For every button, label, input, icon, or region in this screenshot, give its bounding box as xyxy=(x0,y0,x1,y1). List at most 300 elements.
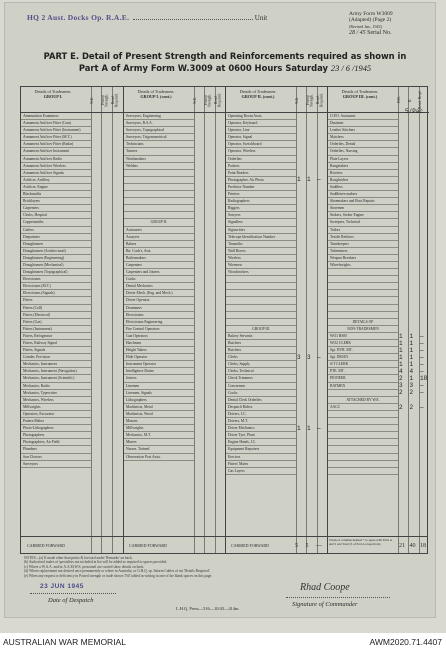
table-row: Draughtsmen xyxy=(21,241,91,248)
table-row: Operating Room Assts. xyxy=(226,113,296,120)
table-row: AACC xyxy=(328,404,398,411)
table-row: Fitters xyxy=(21,297,91,304)
note-line: (e) When any request or deficiency in Posted strength or trade shown 'Nil' tabled in writing in one of the blank spaces on this page. xyxy=(24,573,213,578)
table-row: GROUP II. xyxy=(124,219,194,226)
note-line: (c) Where a W.A.A. and/or A.A.M.W.S. personnel are carried show details on back. xyxy=(24,564,145,569)
table-row: Mechanics, Typewriter xyxy=(21,390,91,397)
unit-suffix: Unit xyxy=(254,14,268,22)
table-row xyxy=(328,446,398,453)
handwritten-value: — xyxy=(420,361,424,368)
table-row: Despatch Riders xyxy=(226,404,296,411)
table-row xyxy=(328,411,398,418)
table-row: Orderlies, Dental xyxy=(328,141,398,148)
table-row: Saddlers xyxy=(328,184,398,191)
handwritten-value: 3 xyxy=(297,353,301,361)
table-row: Photographers, Air Field xyxy=(21,439,91,446)
note-line: (d) Where replacement not desired once permanently or where in Australia, or G.H.Q. sp. Inform Cables of rnt 'Details Required'. xyxy=(24,569,211,574)
table-row xyxy=(226,312,296,319)
signature-line xyxy=(286,597,390,598)
table-row: Orderlies xyxy=(226,156,296,163)
table-row: NON-TRADESMEN xyxy=(328,326,398,333)
handwritten-note: 5/Pac xyxy=(405,108,424,115)
carried-forward-row xyxy=(21,536,427,556)
table-row: Artificer, Engine xyxy=(21,184,91,191)
page-title xyxy=(25,50,425,75)
table-row: WO1 RSM xyxy=(328,333,398,340)
table-row xyxy=(124,191,194,198)
handwritten-value: — xyxy=(420,353,424,361)
column-header xyxy=(226,87,327,113)
table-row xyxy=(226,290,296,297)
table-row: Equipment Repairers xyxy=(226,446,296,453)
table-row: GROUP III. xyxy=(226,326,296,333)
table-row xyxy=(328,283,398,290)
table-row: Intelligence Duties xyxy=(124,368,194,375)
table-row: Artificer, Artillery xyxy=(21,177,91,184)
table-row: Saddletree makers xyxy=(328,191,398,198)
handwritten-value: 1 xyxy=(409,332,414,340)
table-row: Engine Hands, I.C. xyxy=(226,439,296,446)
table-row xyxy=(226,276,296,283)
table-row: Armament Artificer Fitter (Instrument) xyxy=(21,127,91,134)
table-row: Grinder, Precision xyxy=(21,354,91,361)
table-row: Plate Layers xyxy=(328,156,398,163)
table-row: Bakers xyxy=(124,241,194,248)
handwritten-value: 1 xyxy=(409,339,414,347)
table-row: Fire Control Operators xyxy=(124,326,194,333)
carried-forward-total: 40 xyxy=(409,543,416,549)
note-line: (b) Authorised trades of specialists not included in list will be added as required to spaces provided. xyxy=(24,560,168,565)
table-row: Plumbers xyxy=(21,446,91,453)
table-column-1 xyxy=(21,87,123,553)
table-row: Erectors xyxy=(226,454,296,461)
handwritten-value: 3 xyxy=(409,382,414,390)
handwritten-value: 1 xyxy=(409,346,414,354)
table-row: Riveters xyxy=(328,170,398,177)
table-row: Cooks xyxy=(226,390,296,397)
table-row: Lithographers xyxy=(124,397,194,404)
handwritten-value: 1 xyxy=(307,424,311,432)
table-row: Bn. Cook's, Asst. xyxy=(124,248,194,255)
table-row: Operator, Keyboard xyxy=(226,120,296,127)
carried-forward-total: 21 xyxy=(399,543,405,549)
column-header-title: Details of Tradesmen. xyxy=(34,89,72,94)
table-row: Packers xyxy=(226,163,296,170)
strength-table xyxy=(20,86,428,554)
table-row: Dental Clerk Orderlies xyxy=(226,397,296,404)
table-row: Fitters, Railway Signal xyxy=(21,340,91,347)
table-row: Draughtsmen (Architectural) xyxy=(21,248,91,255)
table-row: Stokers, Stoker Engine xyxy=(328,212,398,219)
table-row: Electricians xyxy=(21,276,91,283)
handwritten-value: — xyxy=(420,332,424,340)
table-row xyxy=(124,205,194,212)
table-row: Draughtsmen (Engineering) xyxy=(21,255,91,262)
column-group-title: GROUP II. (cont.) xyxy=(241,93,275,99)
handwritten-value: 2 xyxy=(399,389,403,397)
handwritten-value: 4 xyxy=(409,368,414,376)
archive-name: AUSTRALIAN WAR MEMORIAL xyxy=(3,637,126,647)
table-column-2 xyxy=(123,87,225,553)
table-row: Paint Readers xyxy=(226,170,296,177)
column-subheader: Posted Strength. xyxy=(100,93,109,107)
table-row: Matchers xyxy=(328,134,398,141)
table-row: Riggers xyxy=(226,205,296,212)
handwritten-value: 3 xyxy=(307,353,311,361)
table-row xyxy=(328,312,398,319)
table-row: Sgt. DVR. MT. xyxy=(328,347,398,354)
column-rows xyxy=(328,113,429,475)
handwritten-value: — xyxy=(317,424,321,432)
handwritten-value: 1 xyxy=(399,332,403,340)
table-row: Shoemakers and Boot Repairs xyxy=(328,198,398,205)
table-row: Armament Artificer Radio xyxy=(21,156,91,163)
column-subheader: P.M. xyxy=(397,96,401,104)
table-row: Driver Tyre, Plant xyxy=(226,432,296,439)
table-row: Hide Operator xyxy=(124,354,194,361)
table-row: Machinists, Metal xyxy=(124,404,194,411)
table-row: Fitters' Mates xyxy=(226,461,296,468)
column-subheader: B. xyxy=(407,98,412,102)
table-row: Photographers xyxy=(21,432,91,439)
table-row: Electricians (Signals) xyxy=(21,290,91,297)
form-ref-line-1: Army Form W3009 xyxy=(349,11,393,17)
title-line-2-text: Part A of Army Form W.3009 at 0600 Hours Saturday xyxy=(78,63,328,73)
handwritten-value: 18 xyxy=(420,375,428,383)
table-row: Drivers, I.C. xyxy=(226,411,296,418)
column-header-label xyxy=(330,90,390,100)
form-reference xyxy=(349,11,393,37)
column-header xyxy=(124,87,225,113)
table-row: Clerks, Hospital xyxy=(21,212,91,219)
handwritten-value: 2 xyxy=(409,403,414,411)
table-row: Butchers xyxy=(226,347,296,354)
table-row: Drummers xyxy=(124,305,194,312)
handwritten-value: 2 xyxy=(399,403,403,411)
table-row: PTE. MT. xyxy=(328,368,398,375)
table-row: Timekeepers xyxy=(328,241,398,248)
table-row: Armament Artificer Instrument xyxy=(21,148,91,155)
table-row: WO2 CLERK xyxy=(328,340,398,347)
table-row: Ammunition Examiners xyxy=(21,113,91,120)
table-row: Cooks xyxy=(124,276,194,283)
table-row: Mechanics, Radio xyxy=(21,383,91,390)
table-row: Turners xyxy=(124,148,194,155)
column-group-title: GROUP III. (cont.) xyxy=(342,93,378,99)
table-row: Technicians xyxy=(124,141,194,148)
column-subheader: W.E. xyxy=(193,96,197,104)
table-row: Mechanics, Instrument (Scientific) xyxy=(21,375,91,382)
handwritten-value: 1 xyxy=(297,424,301,432)
table-row: Clerks, Technical xyxy=(226,368,296,375)
table-row: Millwrights xyxy=(21,404,91,411)
unit-stamp: HQ 2 Aust. Docks Op. R.A.E. xyxy=(27,13,130,22)
table-row: Dustmen xyxy=(328,120,398,127)
table-row xyxy=(328,461,398,468)
column-subheader: Reinf. Required. xyxy=(214,92,222,108)
form-ref-line-3: (Revised Jan., 1943) xyxy=(349,23,382,29)
table-row: Electricians xyxy=(124,312,194,319)
despatch-stamp: 23 JUN 1945 xyxy=(40,583,84,590)
column-subheader: W.E. xyxy=(295,96,299,104)
table-row: Armament Artificer Fitter (Gun) xyxy=(21,120,91,127)
carried-forward-value: 5 xyxy=(295,543,298,549)
table-row: Storemen xyxy=(328,205,398,212)
table-row: Fitters, Refrigerator xyxy=(21,333,91,340)
table-row xyxy=(226,305,296,312)
table-row: Rangetakers xyxy=(328,163,398,170)
table-row: Saw Doctors xyxy=(21,454,91,461)
table-row: Height Takers xyxy=(124,347,194,354)
table-row: Instrument Operator xyxy=(124,361,194,368)
table-row: Leather Stitchers xyxy=(328,127,398,134)
table-row: Blacksmiths xyxy=(21,191,91,198)
column-header xyxy=(21,87,123,113)
table-row: Electricians (M.T.) xyxy=(21,283,91,290)
handwritten-value: 1 xyxy=(399,353,403,361)
table-row: Masons xyxy=(124,418,194,425)
table-row: Fitters, Signals xyxy=(21,347,91,354)
serial-label: Serial No. xyxy=(367,30,392,37)
table-row: Armourers xyxy=(124,227,194,234)
column-subheader: Reinf. Required. xyxy=(111,92,119,108)
table-row xyxy=(124,177,194,184)
table-row xyxy=(328,390,398,397)
table-row xyxy=(124,212,194,219)
handwritten-value: — xyxy=(317,353,321,361)
table-row: Linemen xyxy=(124,383,194,390)
column-rows xyxy=(21,113,123,468)
table-row: Assayers xyxy=(124,234,194,241)
column-header-title: Details of Tradesmen. xyxy=(239,89,277,94)
handwritten-value: 1 xyxy=(409,361,414,368)
column-rows xyxy=(226,113,327,475)
table-row: Gun Operators xyxy=(124,333,194,340)
serial-number xyxy=(349,30,393,36)
despatch-line xyxy=(30,593,116,594)
table-row: Surveyors, Trigonometrical xyxy=(124,134,194,141)
title-line-1: PART E. Detail of Present Strength and Reinforcements required as shown in xyxy=(43,51,407,61)
title-line-2 xyxy=(25,62,425,75)
handwritten-value: — xyxy=(420,389,424,397)
table-row: Woodworkers xyxy=(226,269,296,276)
table-row: Boilermakers xyxy=(124,255,194,262)
table-row: Surveyors xyxy=(21,461,91,468)
table-row: Millwrights xyxy=(124,425,194,432)
handwritten-value: 4 xyxy=(399,368,403,376)
table-row: Tinsmiths xyxy=(226,241,296,248)
table-row: Mechanics, M.T. xyxy=(124,432,194,439)
column-rows xyxy=(124,113,225,461)
table-row: PIONEER xyxy=(328,375,398,382)
table-row: Draughtsmen (Mechanical) xyxy=(21,262,91,269)
carried-forward-value: 5 xyxy=(305,543,309,549)
table-row xyxy=(328,418,398,425)
table-row: Coppersmiths xyxy=(21,219,91,226)
table-row: Armament Artificer Fitter (Radar) xyxy=(21,141,91,148)
table-row: Operator, Wireless xyxy=(226,148,296,155)
table-row xyxy=(124,170,194,177)
column-header-label xyxy=(23,90,83,100)
table-row: Driver Operator xyxy=(124,297,194,304)
table-row: Operators, Excavator xyxy=(21,411,91,418)
table-row: DETAILS OF xyxy=(328,319,398,326)
column-subheader: Posted Strength. xyxy=(305,93,314,107)
carried-forward-total: 18 xyxy=(420,543,426,549)
table-row: Sweepers, Technical xyxy=(328,219,398,226)
table-row: ATTACHED BY W.E. xyxy=(328,397,398,404)
handwritten-value: 1 xyxy=(399,339,403,347)
handwritten-value: — xyxy=(420,368,424,376)
table-row: Printers xyxy=(226,191,296,198)
table-row xyxy=(328,276,398,283)
form-ref-line-2: (Adapted) (Page 2) xyxy=(349,17,392,24)
table-row: Fitters (Instrument) xyxy=(21,326,91,333)
table-row: Carpenters and Joiners xyxy=(124,269,194,276)
table-row: Operator, Switchboard xyxy=(226,141,296,148)
unit-underline xyxy=(133,19,253,20)
column-group-title: GROUP I. (cont.) xyxy=(140,93,172,99)
table-row: Roughriders xyxy=(328,177,398,184)
table-row: Armament Artificer Signals xyxy=(21,170,91,177)
table-row: S/T CLERK xyxy=(328,361,398,368)
column-subheader: W.E. xyxy=(90,96,94,104)
table-row: Check Trimmers xyxy=(226,375,296,382)
table-row: Drivers, M.T. xyxy=(226,418,296,425)
carried-forward-label: CARRIED FORWARD xyxy=(129,543,167,548)
table-row: Clerks, Supply xyxy=(226,361,296,368)
table-row: Diepainters xyxy=(21,234,91,241)
column-subheader: Reinf. Required. xyxy=(316,92,324,108)
handwritten-value: 1 xyxy=(399,346,403,354)
table-row xyxy=(226,319,296,326)
table-row: Electricians Engineering xyxy=(124,319,194,326)
handwritten-value: — xyxy=(420,403,424,411)
table-row: Signallers xyxy=(226,219,296,226)
column-subheader: Reinf. Reqd. xyxy=(418,90,422,110)
table-row: Sgt. DMAN xyxy=(328,354,398,361)
table-row xyxy=(328,454,398,461)
table-row xyxy=(124,184,194,191)
table-row: Machinists, Wood xyxy=(124,411,194,418)
table-row: Armament Artificer Wireless xyxy=(21,163,91,170)
table-row: Concermen xyxy=(226,383,296,390)
table-row xyxy=(328,468,398,475)
table-row: Nurses, Trained xyxy=(124,446,194,453)
table-row: Wiremen xyxy=(226,262,296,269)
table-row: Sawyers xyxy=(226,212,296,219)
table-row: Carpenters xyxy=(21,205,91,212)
table-row: O.P.O. Assistants xyxy=(328,113,398,120)
table-row: Radiographers xyxy=(226,198,296,205)
table-row: Textile Refitters xyxy=(328,234,398,241)
table-row: Wheelwrights xyxy=(328,262,398,269)
handwritten-value: — xyxy=(317,176,321,184)
table-row: Orderlies, Nursing xyxy=(328,148,398,155)
column-header-label xyxy=(228,90,288,100)
table-row: Driver Mechanics xyxy=(226,425,296,432)
table-row: Fitters (Coll) xyxy=(21,305,91,312)
table-row: Armament Artificer Fitter (M.T.) xyxy=(21,134,91,141)
table-row xyxy=(226,297,296,304)
table-row: Operator, Signal xyxy=(226,134,296,141)
table-row: Linemen, Signals xyxy=(124,390,194,397)
table-row: Pattern Maker xyxy=(21,418,91,425)
note-line: NOTES—(a) If made other than prints & forward under 'Remarks' on back. xyxy=(24,556,133,560)
handwritten-value: 2 xyxy=(409,389,414,397)
table-row xyxy=(328,439,398,446)
table-row xyxy=(328,305,398,312)
table-row: Mechanics, Wireless xyxy=(21,397,91,404)
table-row: Bakery Servants xyxy=(226,333,296,340)
table-row: Miners xyxy=(124,439,194,446)
table-row xyxy=(226,283,296,290)
table-row: Mechanics, Instrument (Navigation) xyxy=(21,368,91,375)
table-row: Photographer, Air Photo xyxy=(226,177,296,184)
table-row xyxy=(328,432,398,439)
table-row: Weapon Breakers xyxy=(328,255,398,262)
table-row: Tailors xyxy=(328,227,398,234)
carried-forward-label: CARRIED FORWARD xyxy=(27,543,65,548)
table-row: Driver Mech. (Eng. and Mech.) xyxy=(124,290,194,297)
table-row: Surveyors, Topographical xyxy=(124,127,194,134)
unit-line xyxy=(27,13,267,22)
table-row: Carpenters xyxy=(124,262,194,269)
table-row: Fitters (Gas) xyxy=(21,319,91,326)
table-row: Watchmakers xyxy=(124,156,194,163)
serial-hand: 28 / 45 xyxy=(349,30,366,37)
table-row: Wireless xyxy=(226,255,296,262)
table-row: Surveyors, R.S.A. xyxy=(124,120,194,127)
printer-imprint: L.H.Q. Press—516—10/43—414m. xyxy=(176,606,240,611)
handwritten-value: 1 xyxy=(409,353,414,361)
handwritten-value: — xyxy=(420,346,424,354)
table-row: Photo-Lithographers xyxy=(21,425,91,432)
column-group-title: GROUP I. xyxy=(43,93,63,99)
table-row: Clerks xyxy=(226,354,296,361)
handwritten-value: 1 xyxy=(399,361,403,368)
table-row: Cutlers xyxy=(21,227,91,234)
carried-forward-value: — xyxy=(316,543,322,549)
handwritten-value: 1 xyxy=(307,176,311,184)
table-row: Operator, Line xyxy=(226,127,296,134)
table-row: Predictor Number xyxy=(226,184,296,191)
table-row: Draughtsmen (Topographical) xyxy=(21,269,91,276)
table-row: BATMEN xyxy=(328,383,398,390)
table-row xyxy=(328,290,398,297)
table-row: Joiners xyxy=(124,375,194,382)
table-row: Observation Post Assts. xyxy=(124,454,194,461)
table-row xyxy=(328,297,398,304)
column-header-title: Details of Tradesmen. xyxy=(137,89,175,94)
archive-footer xyxy=(0,633,446,653)
table-row: Telecope Identification Number xyxy=(226,234,296,241)
totals-note: Totals of columns marked * to agree with Parts A and S and Total (5 of Part A respectively. xyxy=(329,538,392,546)
handwritten-value: 1 xyxy=(297,176,301,184)
handwritten-value: — xyxy=(420,382,424,390)
archive-reference: AWM2020.71.4407 xyxy=(369,637,442,647)
column-subheader: Posted Strength. xyxy=(203,93,212,107)
table-row xyxy=(328,425,398,432)
table-row: Surveyors, Engineering xyxy=(124,113,194,120)
column-header-label xyxy=(126,90,186,100)
table-row: Butchers xyxy=(226,340,296,347)
table-row: Welders xyxy=(124,163,194,170)
table-row: Gas Layers xyxy=(226,468,296,475)
handwritten-value: 1 xyxy=(409,375,414,383)
table-column-3 xyxy=(225,87,327,553)
handwritten-value: 3 xyxy=(399,382,403,390)
